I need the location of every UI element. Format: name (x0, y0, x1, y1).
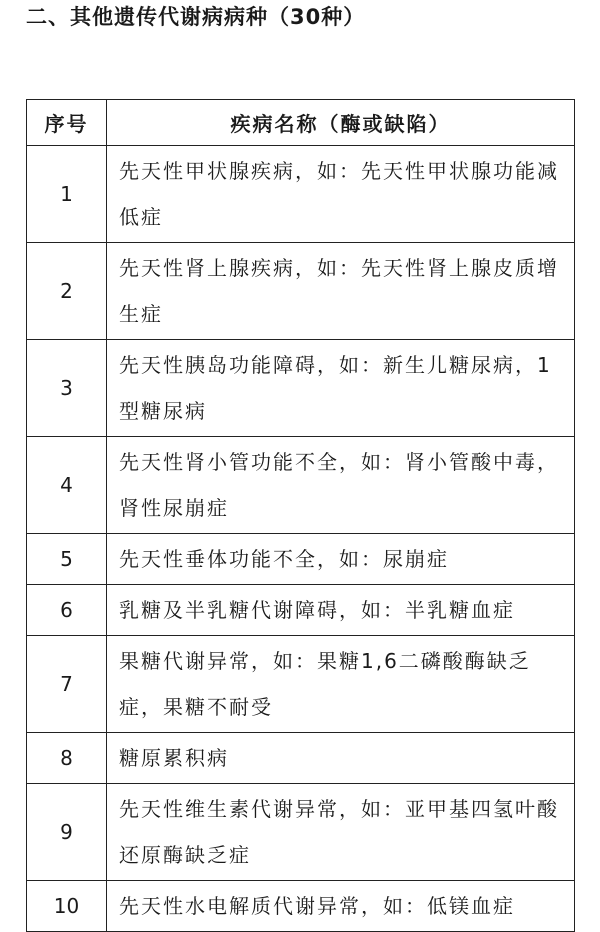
table-row (27, 340, 575, 437)
row-disease-name: 乳糖及半乳糖代谢障碍，如：半乳糖血症 (107, 585, 575, 636)
header-disease-name: 疾病名称（酶或缺陷） (107, 100, 575, 146)
table-row (27, 784, 575, 881)
row-number: 2 (27, 243, 107, 340)
disease-table (26, 99, 575, 932)
row-number: 7 (27, 636, 107, 733)
row-number: 3 (27, 340, 107, 437)
row-number: 4 (27, 437, 107, 534)
row-disease-name: 先天性肾小管功能不全，如：肾小管酸中毒，肾性尿崩症 (107, 437, 575, 534)
table-row (27, 881, 575, 932)
table-row (27, 146, 575, 243)
row-disease-name: 先天性维生素代谢异常，如：亚甲基四氢叶酸还原酶缺乏症 (107, 784, 575, 881)
row-number: 1 (27, 146, 107, 243)
row-disease-name: 先天性水电解质代谢异常，如：低镁血症 (107, 881, 575, 932)
row-disease-name: 先天性肾上腺疾病，如：先天性肾上腺皮质增生症 (107, 243, 575, 340)
table-row (27, 585, 575, 636)
header-number: 序号 (27, 100, 107, 146)
row-disease-name: 先天性胰岛功能障碍，如：新生儿糖尿病，1型糖尿病 (107, 340, 575, 437)
row-disease-name: 糖原累积病 (107, 733, 575, 784)
table-row (27, 534, 575, 585)
row-number: 9 (27, 784, 107, 881)
row-number: 10 (27, 881, 107, 932)
disease-table-container (26, 99, 574, 932)
row-disease-name: 先天性甲状腺疾病，如：先天性甲状腺功能减低症 (107, 146, 575, 243)
section-title: 二、其他遗传代谢病病种（30种） (26, 5, 366, 29)
row-number: 8 (27, 733, 107, 784)
row-disease-name: 果糖代谢异常，如：果糖1,6二磷酸酶缺乏症，果糖不耐受 (107, 636, 575, 733)
row-number: 6 (27, 585, 107, 636)
table-row (27, 636, 575, 733)
table-row (27, 437, 575, 534)
table-row (27, 243, 575, 340)
row-disease-name: 先天性垂体功能不全，如：尿崩症 (107, 534, 575, 585)
table-header-row (27, 100, 575, 146)
table-row (27, 733, 575, 784)
row-number: 5 (27, 534, 107, 585)
